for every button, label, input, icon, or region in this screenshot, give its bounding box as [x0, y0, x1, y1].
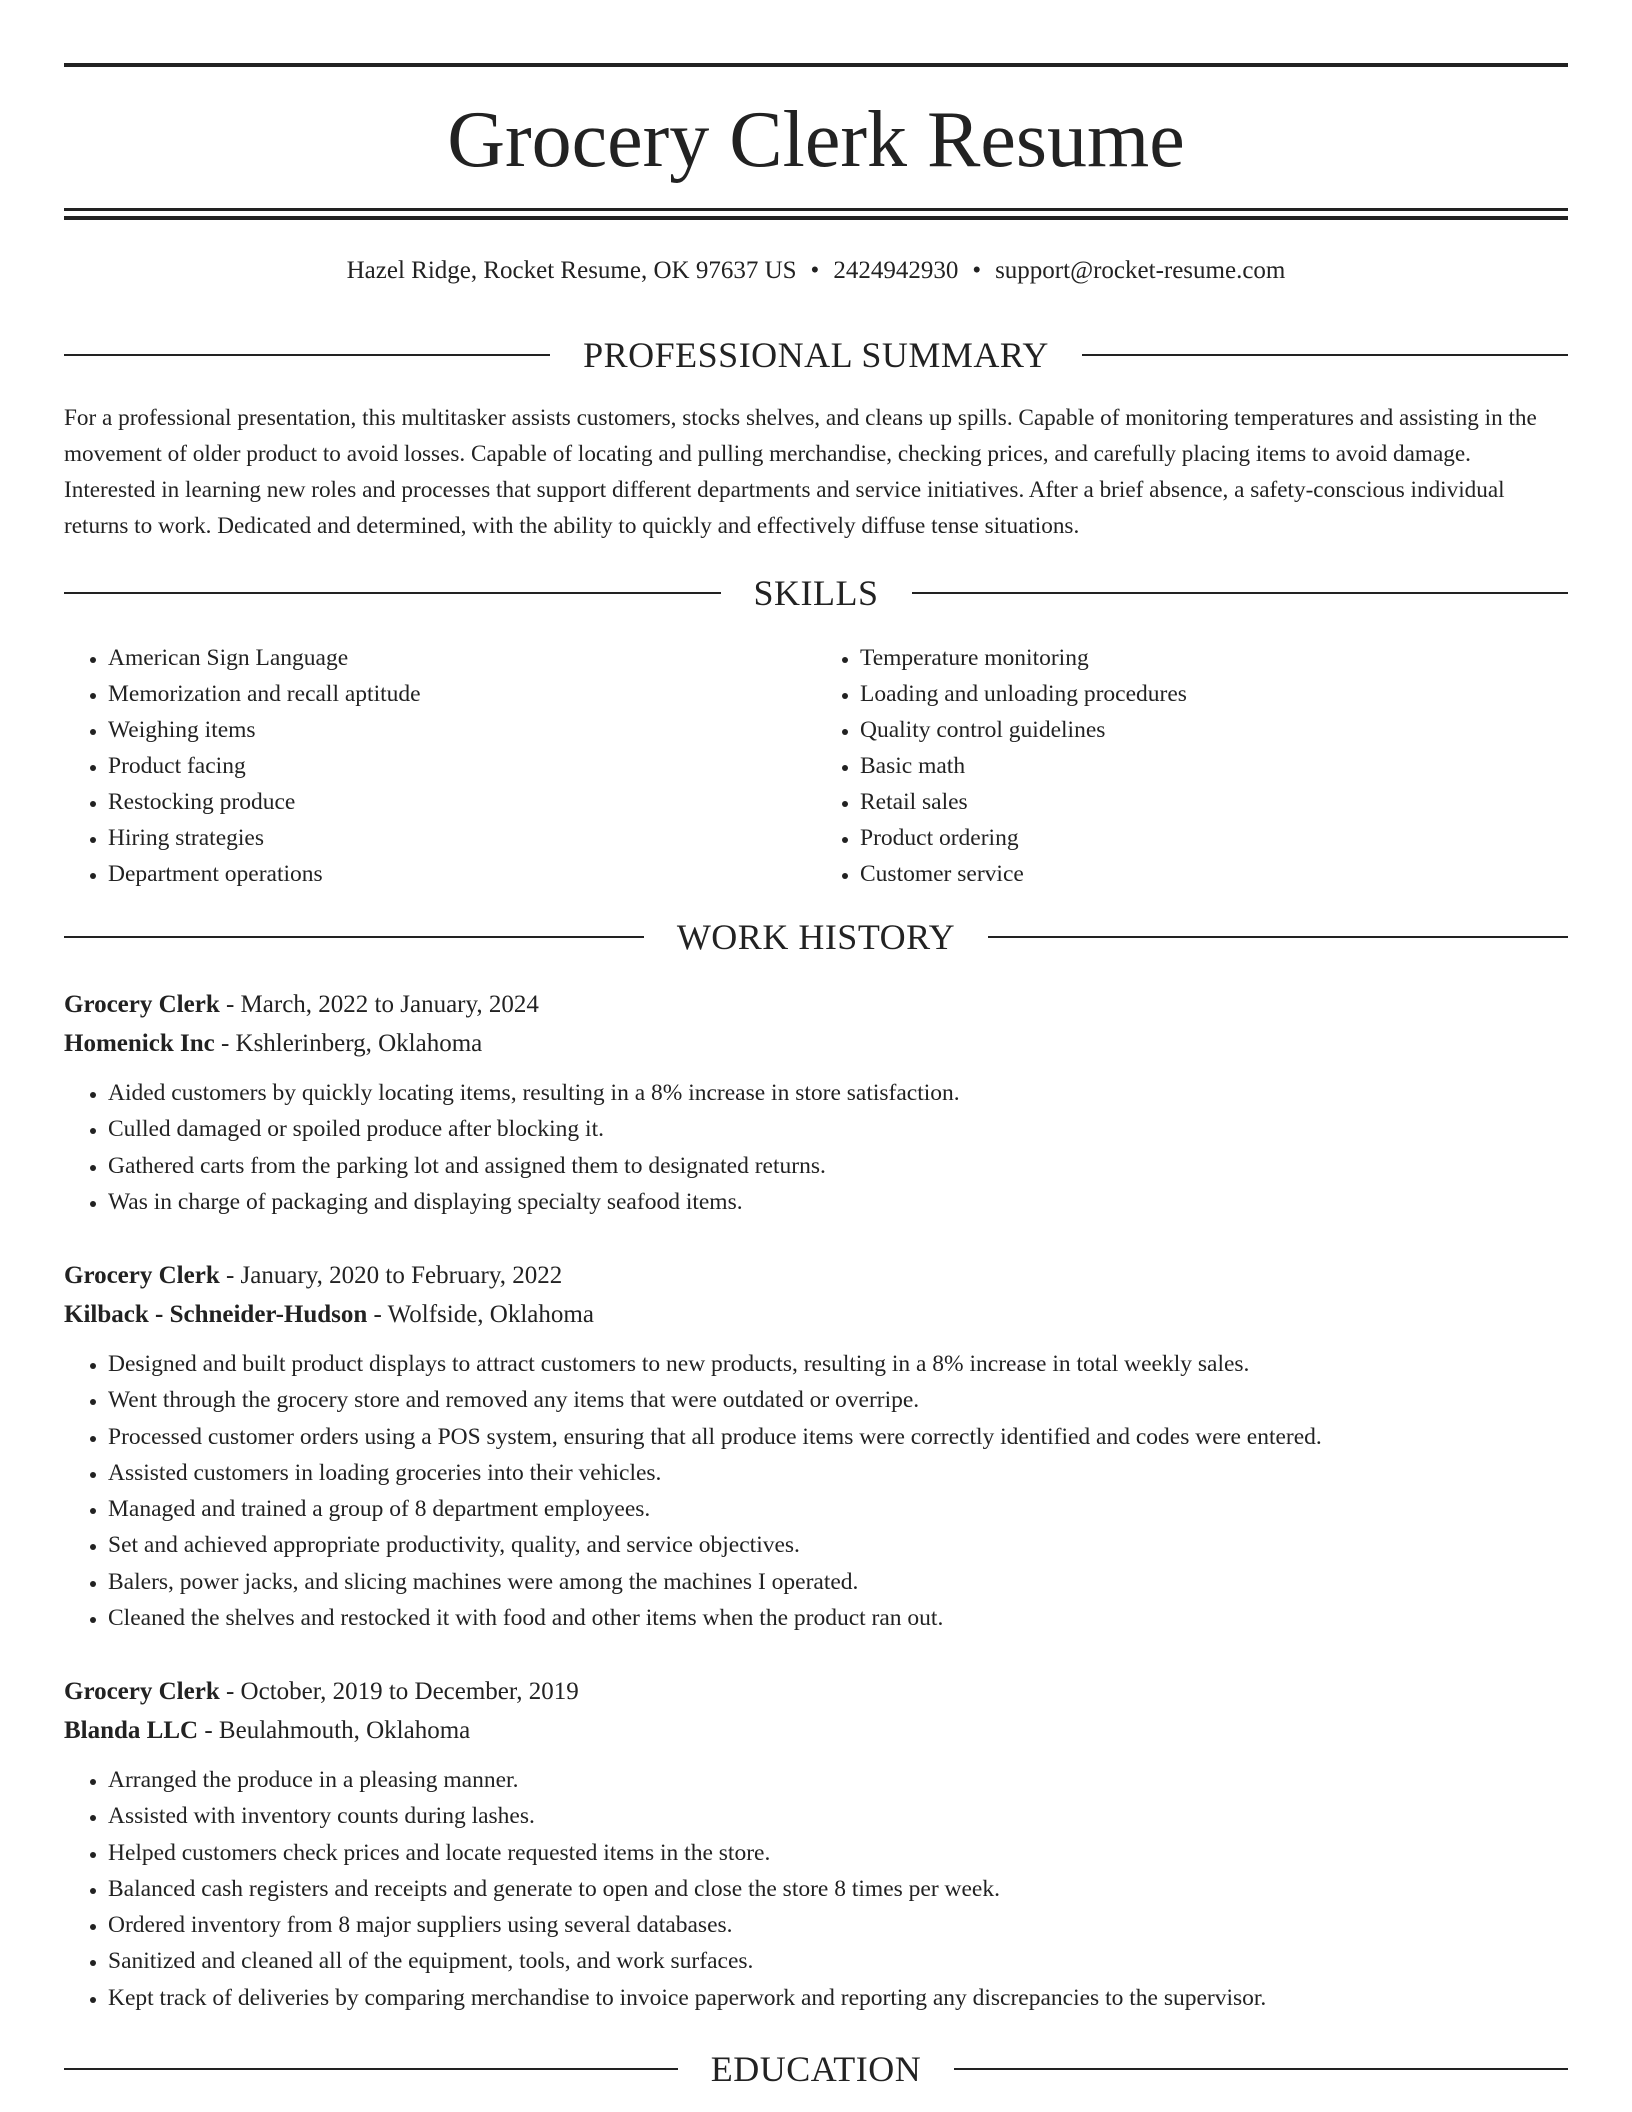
skill-item: • Memorization and recall aptitude [108, 676, 816, 712]
skill-item: • Quality control guidelines [860, 712, 1568, 748]
job-bullet: • Culled damaged or spoiled produce after blocking it. [108, 1111, 1568, 1147]
heading-rule [64, 354, 550, 356]
job-bullet: • Was in charge of packaging and displaying specialty seafood items. [108, 1184, 1568, 1220]
job-bullet: • Sanitized and cleaned all of the equipment, tools, and work surfaces. [108, 1943, 1568, 1979]
skill-item: • Retail sales [860, 784, 1568, 820]
section-heading-skills [64, 571, 1568, 615]
section-heading-summary [64, 333, 1568, 377]
skill-item: • Weighing items [108, 712, 816, 748]
job-title-line [64, 1256, 1568, 1295]
section-heading-education [64, 2047, 1568, 2091]
job-entry [64, 1672, 1568, 2016]
job-bullet: • Gathered carts from the parking lot and assigned them to designated returns. [108, 1148, 1568, 1184]
section-title: EDUCATION [710, 2049, 922, 2089]
job-company: Homenick Inc [64, 1030, 215, 1057]
job-company: Kilback - Schneider-Hudson [64, 1301, 368, 1328]
job-bullet: • Aided customers by quickly locating items, resulting in a 8% increase in store satisfaction. [108, 1075, 1568, 1111]
heading-rule [1082, 354, 1568, 356]
job-company-line [64, 1024, 1568, 1063]
job-location: - Beulahmouth, Oklahoma [198, 1717, 471, 1744]
heading-rule [988, 936, 1568, 938]
job-bullet: • Arranged the produce in a pleasing manner. [108, 1762, 1568, 1798]
job-location: - Kshlerinberg, Oklahoma [214, 1030, 483, 1057]
job-company-line [64, 1711, 1568, 1750]
job-entry [64, 985, 1568, 1220]
job-bullet: • Assisted with inventory counts during lashes. [108, 1798, 1568, 1834]
job-bullets [64, 1762, 1568, 2016]
job-dates: - January, 2020 to February, 2022 [219, 1262, 563, 1289]
job-bullets [64, 1346, 1568, 1636]
skills-list [64, 640, 1568, 892]
skill-item: • Product facing [108, 748, 816, 784]
job-bullet: • Set and achieved appropriate productivity, quality, and service objectives. [108, 1527, 1568, 1563]
contact-separator: • [972, 257, 982, 284]
skill-item: • Loading and unloading procedures [860, 676, 1568, 712]
job-bullet: • Assisted customers in loading groceries into their vehicles. [108, 1455, 1568, 1491]
job-bullet: • Balanced cash registers and receipts and generate to open and close the store 8 times per week. [108, 1871, 1568, 1907]
section-title: PROFESSIONAL SUMMARY [583, 335, 1049, 375]
heading-rule [954, 2068, 1568, 2070]
section-title: WORK HISTORY [676, 917, 956, 957]
job-location: - Wolfside, Oklahoma [367, 1301, 594, 1328]
skill-item: • Hiring strategies [108, 820, 816, 856]
contact-line [64, 254, 1568, 288]
skill-item: • American Sign Language [108, 640, 816, 676]
job-entry [64, 1256, 1568, 1636]
job-bullet: • Kept track of deliveries by comparing merchandise to invoice paperwork and reporting any discrepancies to the supervisor. [108, 1980, 1568, 2016]
job-bullet: • Designed and built product displays to attract customers to new products, resulting in a 8% increase in total weekly sales. [108, 1346, 1568, 1382]
heading-rule [912, 592, 1569, 594]
skill-item: • Basic math [860, 748, 1568, 784]
job-bullets [64, 1075, 1568, 1220]
job-bullet: • Helped customers check prices and locate requested items in the store. [108, 1835, 1568, 1871]
top-rule [64, 63, 1568, 67]
job-dates: - October, 2019 to December, 2019 [219, 1678, 579, 1705]
job-title: Grocery Clerk [64, 991, 220, 1018]
contact-email: support@rocket-resume.com [995, 257, 1286, 284]
job-bullet: • Went through the grocery store and removed any items that were outdated or overripe. [108, 1382, 1568, 1418]
resume-title: Grocery Clerk Resume [447, 96, 1185, 184]
job-dates: - March, 2022 to January, 2024 [219, 991, 539, 1018]
job-title-line [64, 985, 1568, 1024]
job-bullet: • Managed and trained a group of 8 department employees. [108, 1491, 1568, 1527]
job-company: Blanda LLC [64, 1717, 199, 1744]
job-company-line [64, 1295, 1568, 1334]
job-bullet: • Balers, power jacks, and slicing machines were among the machines I operated. [108, 1564, 1568, 1600]
contact-address: Hazel Ridge, Rocket Resume, OK 97637 US [346, 257, 797, 284]
heading-rule [64, 936, 644, 938]
section-title: SKILLS [753, 573, 879, 613]
job-title-line [64, 1672, 1568, 1711]
skill-item: • Product ordering [860, 820, 1568, 856]
skill-item: • Temperature monitoring [860, 640, 1568, 676]
heading-rule [64, 2068, 678, 2070]
skills-column-left [64, 640, 816, 892]
contact-phone: 2424942930 [833, 257, 959, 284]
skill-item: • Restocking produce [108, 784, 816, 820]
heading-rule [64, 592, 721, 594]
title-double-rule [64, 208, 1568, 220]
contact-separator: • [810, 257, 820, 284]
job-title: Grocery Clerk [64, 1678, 220, 1705]
job-bullet: • Ordered inventory from 8 major suppliers using several databases. [108, 1907, 1568, 1943]
skills-column-right [816, 640, 1568, 892]
job-title: Grocery Clerk [64, 1262, 220, 1289]
job-bullet: • Cleaned the shelves and restocked it with food and other items when the product ran out. [108, 1600, 1568, 1636]
job-bullet: • Processed customer orders using a POS system, ensuring that all produce items were correctly identified and codes were entered. [108, 1419, 1568, 1455]
summary-text: For a professional presentation, this multitasker assists customers, stocks shelves, and cleans up spills. Capable of monitoring temperatures and assisting in the movement of older product to avoid losses. Capable of locating and pulling merchandise, checking prices, and carefully placing items to avoid damage. Interested in learning new roles and processes that support different departments and service initiatives. After a brief absence, a safety-conscious individual returns to work. Dedicated and determined, with the ability to quickly and effectively diffuse tense situations. [64, 405, 1537, 539]
section-heading-work-history [64, 915, 1568, 959]
skill-item: • Department operations [108, 856, 816, 892]
skill-item: • Customer service [860, 856, 1568, 892]
